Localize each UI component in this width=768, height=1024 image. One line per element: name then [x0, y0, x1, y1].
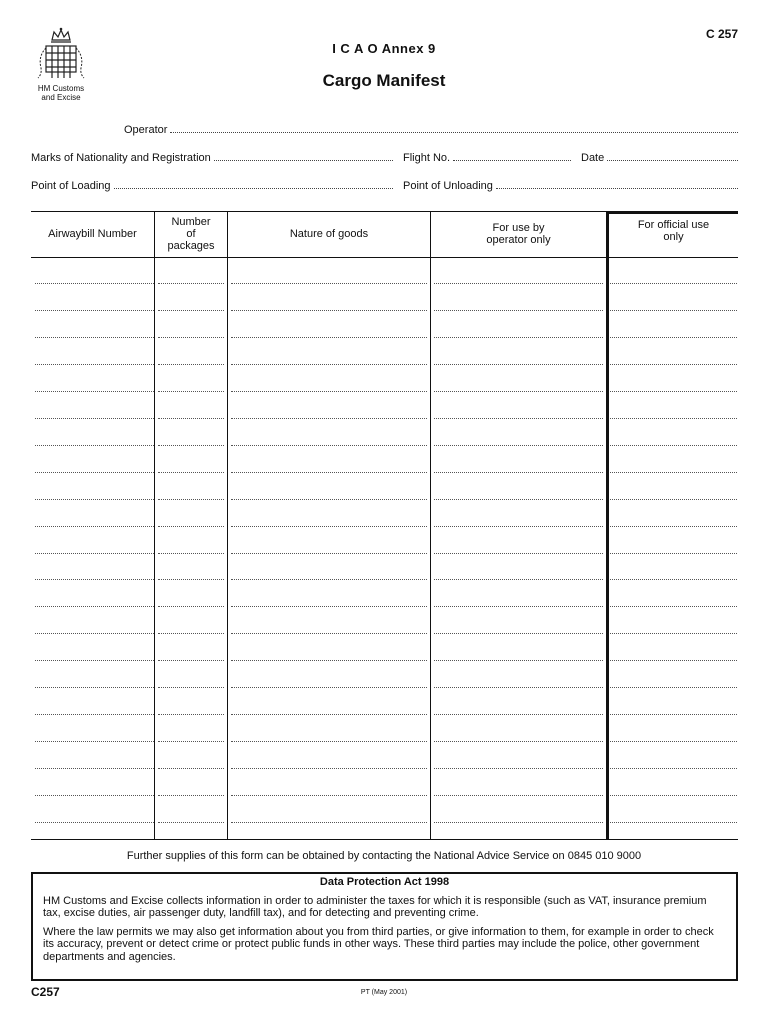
- marks-field[interactable]: [31, 151, 393, 164]
- table-row-entry-line[interactable]: [158, 364, 224, 365]
- table-row-entry-line[interactable]: [610, 553, 737, 554]
- table-row-entry-line[interactable]: [158, 660, 224, 661]
- operator-label: Operator: [124, 124, 168, 136]
- table-row-entry-line[interactable]: [231, 472, 427, 473]
- point-of-unloading-label: Point of Unloading: [403, 180, 493, 192]
- table-row-entry-line[interactable]: [158, 526, 224, 527]
- table-row-entry-line[interactable]: [434, 633, 603, 634]
- operator-field[interactable]: [124, 123, 738, 136]
- table-row-entry-line[interactable]: [231, 283, 427, 284]
- table-row-entry-line[interactable]: [158, 310, 224, 311]
- table-row-entry-line[interactable]: [434, 526, 603, 527]
- point-of-loading-field[interactable]: [31, 179, 393, 192]
- table-row-entry-line[interactable]: [610, 660, 737, 661]
- table-row-entry-line[interactable]: [231, 499, 427, 500]
- table-row-entry-line[interactable]: [35, 391, 154, 392]
- footer-form-code: C257: [31, 985, 60, 999]
- table-row-entry-line[interactable]: [35, 337, 154, 338]
- crest-line-1: HM Customs: [37, 84, 85, 93]
- form-code: C 257: [705, 27, 738, 41]
- table-row-entry-line[interactable]: [231, 714, 427, 715]
- operator-input-line[interactable]: [170, 123, 738, 133]
- table-row-entry-line[interactable]: [35, 526, 154, 527]
- form-title: I C A O Annex 9: [332, 41, 436, 56]
- table-row-entry-line[interactable]: [610, 337, 737, 338]
- table-row-entry-line[interactable]: [434, 714, 603, 715]
- column-header-operator-use: For use by operator only: [486, 222, 551, 246]
- table-row-entry-line[interactable]: [158, 741, 224, 742]
- table-row-entry-line[interactable]: [158, 499, 224, 500]
- table-row-entry-line[interactable]: [158, 391, 224, 392]
- table-row-entry-line[interactable]: [231, 391, 427, 392]
- supplies-note: Further supplies of this form can be obtained by contacting the National Advice Service on 0845 010 9000: [126, 850, 642, 862]
- table-bottom-border: [31, 839, 738, 840]
- point-of-unloading-field[interactable]: [403, 179, 738, 192]
- table-row-entry-line[interactable]: [35, 795, 154, 796]
- table-row-entry-line[interactable]: [231, 768, 427, 769]
- flight-no-label: Flight No.: [403, 152, 451, 164]
- table-row-entry-line[interactable]: [35, 822, 154, 823]
- table-row-entry-line[interactable]: [231, 579, 427, 580]
- table-row-entry-line[interactable]: [610, 472, 737, 473]
- table-row-entry-line[interactable]: [158, 633, 224, 634]
- table-row-entry-line[interactable]: [158, 714, 224, 715]
- table-row-entry-line[interactable]: [35, 579, 154, 580]
- table-row-entry-line[interactable]: [231, 526, 427, 527]
- data-protection-paragraph-2: Where the law permits we may also get information about you from third parties, or give information to them, for example in order to check its accuracy, prevent or detect crime or protect public funds in other ways. These third parties may include the police, other government departments and agencies.: [43, 925, 714, 963]
- point-of-loading-label: Point of Loading: [31, 180, 111, 192]
- table-row-entry-line[interactable]: [158, 283, 224, 284]
- table-row-entry-line[interactable]: [231, 633, 427, 634]
- table-row-entry-line[interactable]: [158, 553, 224, 554]
- table-row-entry-line[interactable]: [35, 660, 154, 661]
- table-row-entry-line[interactable]: [434, 283, 603, 284]
- data-protection-title: Data Protection Act 1998: [319, 876, 450, 888]
- table-row-entry-line[interactable]: [158, 579, 224, 580]
- header-bottom-border: [31, 257, 738, 258]
- date-field[interactable]: [581, 151, 738, 164]
- table-row-entry-line[interactable]: [35, 741, 154, 742]
- table-row-entry-line[interactable]: [35, 499, 154, 500]
- table-row-entry-line[interactable]: [35, 310, 154, 311]
- table-row-entry-line[interactable]: [158, 768, 224, 769]
- table-row-entry-line[interactable]: [434, 337, 603, 338]
- data-protection-box: [31, 872, 738, 981]
- table-row-entry-line[interactable]: [231, 553, 427, 554]
- crest-line-2: and Excise: [41, 93, 81, 102]
- column-header-packages: Number of packages: [167, 216, 215, 252]
- table-row-entry-line[interactable]: [610, 795, 737, 796]
- table-row-entry-line[interactable]: [610, 445, 737, 446]
- table-row-entry-line[interactable]: [35, 687, 154, 688]
- cargo-manifest-table: [31, 211, 738, 840]
- table-row-entry-line[interactable]: [434, 445, 603, 446]
- flight-no-input-line[interactable]: [453, 151, 571, 161]
- table-row-entry-line[interactable]: [610, 364, 737, 365]
- column-header-official-use: For official use only: [637, 219, 710, 243]
- table-row-entry-line[interactable]: [231, 660, 427, 661]
- table-row-entry-line[interactable]: [434, 553, 603, 554]
- date-input-line[interactable]: [607, 151, 738, 161]
- table-row-entry-line[interactable]: [610, 391, 737, 392]
- form-subtitle: Cargo Manifest: [322, 71, 446, 90]
- table-row-entry-line[interactable]: [158, 822, 224, 823]
- table-row-entry-line[interactable]: [434, 364, 603, 365]
- table-row-entry-line[interactable]: [158, 472, 224, 473]
- table-row-entry-line[interactable]: [434, 579, 603, 580]
- table-row-entry-line[interactable]: [35, 714, 154, 715]
- date-label: Date: [581, 152, 605, 164]
- table-row-entry-line[interactable]: [35, 606, 154, 607]
- marks-input-line[interactable]: [214, 151, 393, 161]
- table-row-entry-line[interactable]: [610, 418, 737, 419]
- table-row-entry-line[interactable]: [610, 714, 737, 715]
- table-row-entry-line[interactable]: [35, 553, 154, 554]
- table-row-entry-line[interactable]: [231, 822, 427, 823]
- table-row-entry-line[interactable]: [158, 418, 224, 419]
- column-divider-3: [430, 211, 431, 840]
- table-row-entry-line[interactable]: [610, 687, 737, 688]
- table-row-entry-line[interactable]: [158, 337, 224, 338]
- table-row-entry-line[interactable]: [610, 606, 737, 607]
- column-header-airwaybill: Airwaybill Number: [48, 228, 137, 240]
- table-row-entry-line[interactable]: [434, 391, 603, 392]
- column-divider-2: [227, 211, 228, 840]
- table-row-entry-line[interactable]: [231, 606, 427, 607]
- column-divider-1: [154, 211, 155, 840]
- table-row-entry-line[interactable]: [434, 310, 603, 311]
- table-row-entry-line[interactable]: [434, 499, 603, 500]
- table-row-entry-line[interactable]: [434, 768, 603, 769]
- marks-label: Marks of Nationality and Registration: [31, 152, 211, 164]
- table-row-entry-line[interactable]: [610, 633, 737, 634]
- table-row-entry-line[interactable]: [35, 768, 154, 769]
- table-row-entry-line[interactable]: [434, 660, 603, 661]
- footer-print-ref: PT (May 2001): [360, 989, 408, 996]
- table-row-entry-line[interactable]: [35, 633, 154, 634]
- data-protection-paragraph-1: HM Customs and Excise collects information in order to administer the taxes for which it is responsible (such as VAT, insurance premium tax, excise duties, air passenger duty, landfill tax), and for detecting and preventing crime.: [43, 894, 707, 919]
- table-row-entry-line[interactable]: [158, 687, 224, 688]
- table-row-entry-line[interactable]: [35, 283, 154, 284]
- table-row-entry-line[interactable]: [610, 499, 737, 500]
- table-row-entry-line[interactable]: [434, 687, 603, 688]
- table-row-entry-line[interactable]: [434, 606, 603, 607]
- table-row-entry-line[interactable]: [610, 822, 737, 823]
- table-row-entry-line[interactable]: [610, 768, 737, 769]
- table-row-entry-line[interactable]: [231, 687, 427, 688]
- table-row-entry-line[interactable]: [434, 795, 603, 796]
- table-row-entry-line[interactable]: [610, 310, 737, 311]
- table-row-entry-line[interactable]: [434, 741, 603, 742]
- point-of-unloading-input-line[interactable]: [496, 179, 738, 189]
- table-row-entry-line[interactable]: [231, 310, 427, 311]
- column-divider-official: [606, 211, 609, 840]
- table-row-entry-line[interactable]: [158, 795, 224, 796]
- table-row-entry-line[interactable]: [434, 418, 603, 419]
- table-row-entry-line[interactable]: [35, 364, 154, 365]
- table-row-entry-line[interactable]: [158, 445, 224, 446]
- table-row-entry-line[interactable]: [434, 822, 603, 823]
- table-row-entry-line[interactable]: [610, 526, 737, 527]
- flight-no-field[interactable]: [403, 151, 571, 164]
- table-row-entry-line[interactable]: [158, 606, 224, 607]
- table-row-entry-line[interactable]: [231, 337, 427, 338]
- table-row-entry-line[interactable]: [231, 741, 427, 742]
- table-row-entry-line[interactable]: [231, 364, 427, 365]
- column-header-nature: Nature of goods: [289, 228, 369, 240]
- point-of-loading-input-line[interactable]: [114, 179, 393, 189]
- table-row-entry-line[interactable]: [35, 445, 154, 446]
- table-row-entry-line[interactable]: [610, 283, 737, 284]
- crest: [30, 26, 92, 110]
- table-row-entry-line[interactable]: [35, 472, 154, 473]
- table-row-entry-line[interactable]: [231, 445, 427, 446]
- table-row-entry-line[interactable]: [35, 418, 154, 419]
- table-row-entry-line[interactable]: [610, 741, 737, 742]
- table-row-entry-line[interactable]: [434, 472, 603, 473]
- table-row-entry-line[interactable]: [231, 795, 427, 796]
- table-row-entry-line[interactable]: [231, 418, 427, 419]
- table-row-entry-line[interactable]: [610, 579, 737, 580]
